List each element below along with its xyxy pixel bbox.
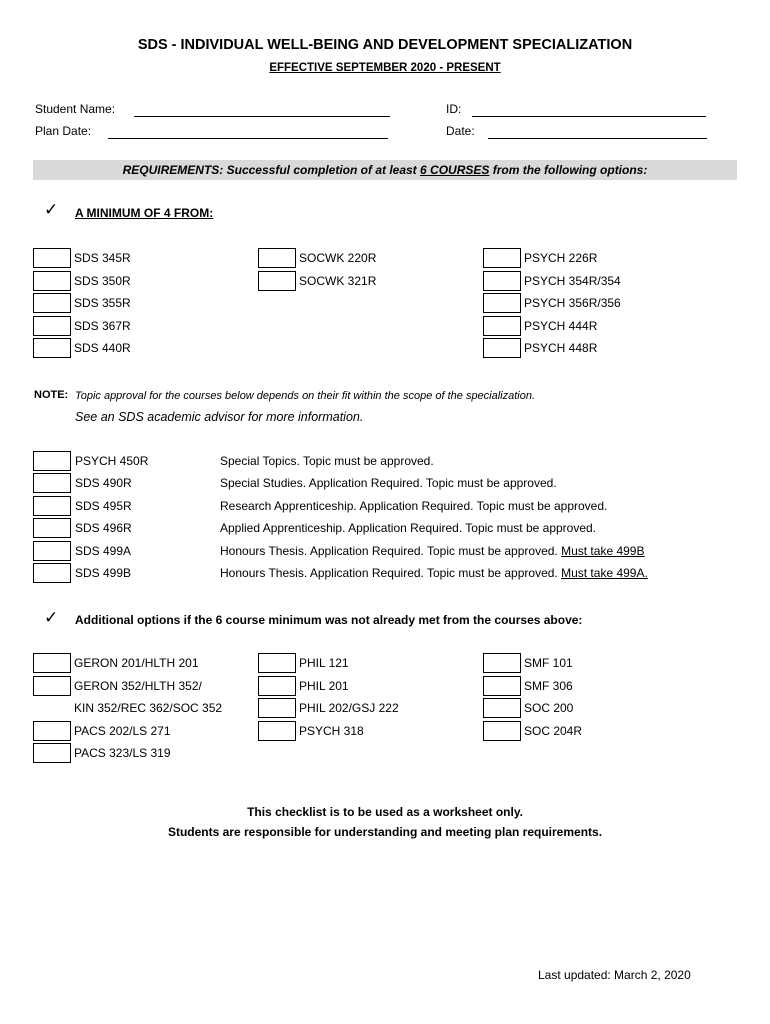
course-label: PSYCH 444R [524,318,598,333]
course-description [220,499,607,513]
id-field[interactable] [472,116,706,117]
course-label: PSYCH 450R [75,454,149,468]
course-label: PHIL 202/GSJ 222 [299,701,399,715]
plan-date-label: Plan Date: [35,124,92,138]
plan-date-field[interactable] [108,138,388,139]
requirements-prefix: REQUIREMENTS: Successful completion of at least [122,163,421,177]
course-label: SMF 101 [524,656,573,670]
footer-line1: This checklist is to be used as a worksheet only. [247,805,523,819]
student-name-field[interactable] [134,116,390,117]
section1-heading: A MINIMUM OF 4 FROM: [75,206,214,220]
course-label: SDS 499B [75,566,132,580]
footer-line2: Students are responsible for understanding and meeting plan requirements. [167,825,603,839]
course-label: SDS 355R [74,296,131,310]
description-text: Honours Thesis. Application Required. Topic must be approved. [220,566,562,580]
page-subtitle: EFFECTIVE SEPTEMBER 2020 - PRESENT [269,62,501,74]
course-checkbox[interactable] [483,271,521,291]
course-checkbox[interactable] [258,271,296,291]
course-label: PHIL 121 [299,656,349,670]
section2-heading: Additional options if the 6 course minimum was not already met from the courses above: [75,613,583,627]
requirements-suffix: from the following options: [489,163,648,177]
course-checkbox[interactable] [33,743,71,763]
course-label: SOC 200 [524,701,574,715]
description-requirement: Must take 499A. [561,566,648,580]
course-checkbox[interactable] [483,316,521,336]
last-updated: Last updated: March 2, 2020 [538,968,691,982]
course-label: PSYCH 356R/356 [524,296,621,310]
course-checkbox[interactable] [33,676,71,696]
course-checkbox[interactable] [33,338,71,358]
course-checkbox[interactable] [483,721,521,741]
course-checkbox[interactable] [33,653,71,673]
course-checkbox[interactable] [33,473,71,493]
course-checkbox[interactable] [258,248,296,268]
description-text: Honours Thesis. Application Required. Topic must be approved. [220,543,562,558]
course-description [220,454,434,468]
course-label: PACS 323/LS 319 [74,746,171,760]
note-line2: See an SDS academic advisor for more information. [75,410,364,424]
course-label: SDS 496R [75,521,132,536]
course-description [220,566,648,580]
course-label: PSYCH 448R [524,341,598,355]
course-checkbox[interactable] [33,451,71,471]
course-label: SDS 350R [74,273,131,288]
course-checkbox[interactable] [258,676,296,696]
course-checkbox[interactable] [483,293,521,313]
course-checkbox[interactable] [33,496,71,516]
course-label: SOCWK 321R [299,273,377,288]
course-description [220,476,557,490]
course-label: GERON 201/HLTH 201 [74,656,199,670]
course-checkbox[interactable] [483,676,521,696]
course-label: SDS 367R [74,318,131,333]
course-checkbox[interactable] [33,721,71,741]
course-label: SOCWK 220R [299,251,377,265]
course-description [220,544,644,558]
course-checkbox[interactable] [33,316,71,336]
course-label: SDS 495R [75,498,132,513]
course-checkbox[interactable] [33,541,71,561]
id-label: ID: [446,102,462,116]
date-field[interactable] [488,138,707,139]
course-label: SDS 499A [75,543,132,558]
course-label: SDS 490R [75,476,132,491]
requirements-count: 6 COURSES [420,163,490,177]
course-checkbox[interactable] [33,271,71,291]
course-label: PACS 202/LS 271 [74,723,171,738]
course-checkbox[interactable] [483,338,521,358]
page-title: SDS - INDIVIDUAL WELL-BEING AND DEVELOPMENT SPECIALIZATION [137,37,633,53]
course-checkbox[interactable] [258,698,296,718]
description-text: Special Topics. Topic must be approved. [220,454,434,468]
note-label: NOTE: [34,389,69,401]
requirements-banner [33,160,737,180]
course-label: PSYCH 318 [299,723,364,738]
check-icon: ✓ [44,608,59,627]
course-label: PHIL 201 [299,678,349,693]
course-checkbox[interactable] [33,293,71,313]
course-checkbox[interactable] [483,248,521,268]
course-label: KIN 352/REC 362/SOC 352 [74,701,223,715]
course-checkbox[interactable] [483,698,521,718]
course-label: SDS 345R [74,251,131,265]
course-label: PSYCH 354R/354 [524,273,621,288]
course-checkbox[interactable] [33,518,71,538]
date-label: Date: [446,124,475,138]
course-label: GERON 352/HLTH 352/ [74,678,202,693]
course-checkbox[interactable] [483,653,521,673]
student-name-label: Student Name: [35,102,116,116]
description-text: Applied Apprenticeship. Application Required. Topic must be approved. [220,521,597,536]
course-label: SMF 306 [524,678,573,693]
note-line1: Topic approval for the courses below depends on their fit within the scope of the specialization. [75,390,536,402]
description-text: Research Apprenticeship. Application Required. Topic must be approved. [220,498,608,513]
course-label: SDS 440R [74,341,131,355]
course-checkbox[interactable] [258,721,296,741]
check-icon: ✓ [44,200,59,219]
course-label: SOC 204R [524,723,583,738]
course-checkbox[interactable] [258,653,296,673]
course-description [220,521,596,535]
course-checkbox[interactable] [33,248,71,268]
course-checkbox[interactable] [33,563,71,583]
course-label: PSYCH 226R [524,251,598,265]
description-text: Special Studies. Application Required. Topic must be approved. [220,476,557,491]
description-requirement: Must take 499B [561,543,645,558]
